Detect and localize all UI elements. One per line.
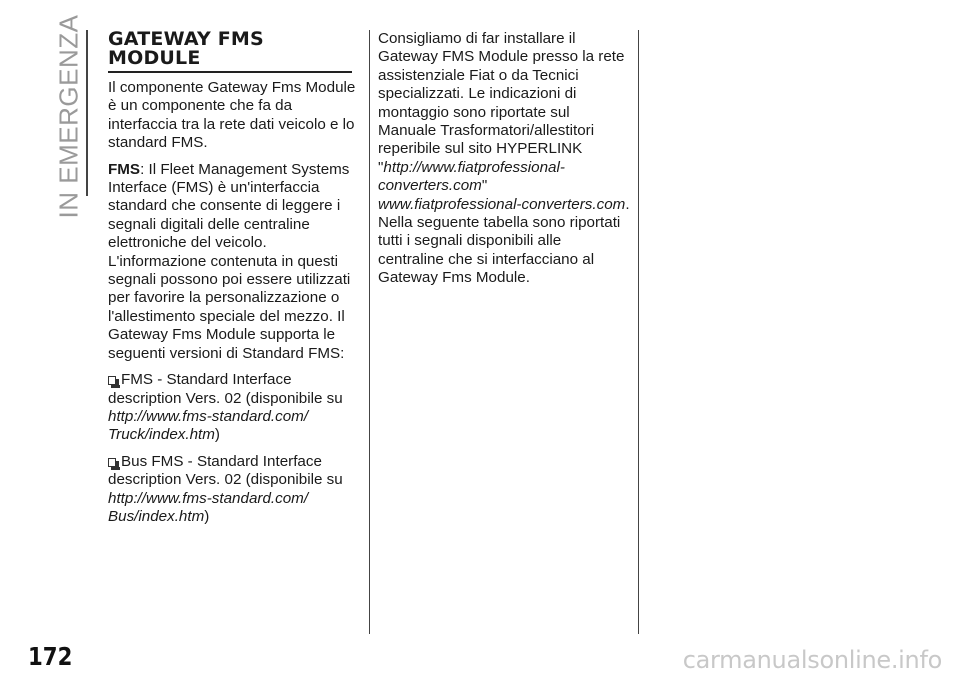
fms-paragraph — [108, 161, 360, 363]
installation-text: Consigliamo di far installare il Gateway FMS Module presso la rete assistenziale Fiat o da Tecnici specializzati. Le indicazioni di montaggio sono riportate sul Manuale Trasformatori/allestitori reperibile sul sito HYPERLINK " — [378, 30, 625, 176]
installation-paragraph — [378, 30, 630, 288]
checkbox-bullet-icon — [108, 376, 116, 385]
heading-line-1: GATEWAY FMS — [108, 28, 264, 50]
section-label — [52, 14, 86, 219]
bullet-item — [108, 453, 360, 527]
bullet-text: FMS - Standard Interface description Vers. 02 (disponibile su — [108, 371, 343, 407]
section-heading — [108, 30, 352, 73]
watermark: carmanualsonline.info — [682, 646, 942, 674]
fms-bus-link-cont[interactable]: Bus/index.htm — [108, 507, 205, 525]
fms-truck-link[interactable]: http://www.fms-standard.com/ — [108, 407, 309, 425]
intro-paragraph: Il componente Gateway Fms Module è un componente che fa da interfaccia tra la rete dati veicolo e lo standard FMS. — [108, 79, 356, 152]
section-label-text: IN EMERGENZA — [53, 14, 84, 219]
converters-link-2[interactable]: www.fiatprofessional-converters.com — [378, 195, 626, 213]
converters-link-1[interactable]: http://www.fiatprofessional-converters.com — [378, 158, 565, 195]
quote-mark: " — [481, 177, 488, 195]
fms-term: FMS — [108, 160, 141, 178]
bullet-item — [108, 371, 360, 445]
heading-line-2: MODULE — [108, 47, 201, 69]
fms-bus-link[interactable]: http://www.fms-standard.com/ — [108, 489, 309, 507]
middle-column — [378, 30, 630, 288]
bullet-close: ) — [214, 426, 220, 444]
fms-truck-link-cont[interactable]: Truck/index.htm — [108, 426, 215, 444]
column-divider-2 — [638, 30, 639, 634]
checkbox-bullet-icon — [108, 458, 116, 467]
left-column — [108, 30, 360, 526]
bullet-text: Bus FMS - Standard Interface description Vers. 02 (disponibile su — [108, 452, 343, 489]
table-reference-text: . Nella seguente tabella sono riportati tutti i segnali disponibili alle centraline che si interfacciano al Gateway Fms Module. — [378, 195, 630, 287]
column-divider-1 — [369, 30, 370, 634]
fms-definition: : Il Fleet Management Systems Interface (FMS) è un'interfaccia standard che consente di leggere i segnali digitali delle centraline elettroniche del veicolo. L'informazione contenuta in questi segnali possono poi essere utilizzati per favorire la personalizzazione o l'allestimento speciale del mezzo. Il Gateway Fms Module supporta le seguenti versioni di Standard FMS: — [108, 160, 351, 362]
page-number: 172 — [28, 642, 73, 671]
section-rule — [86, 30, 88, 196]
bullet-close: ) — [204, 507, 210, 525]
